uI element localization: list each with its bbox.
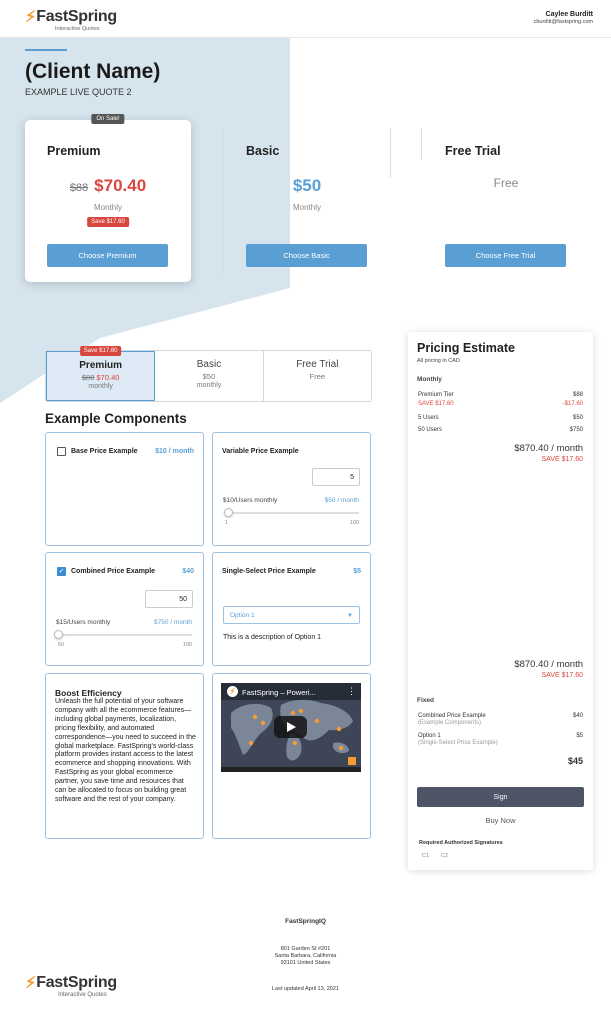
line-item-note: (Example Components) xyxy=(418,720,482,726)
monthly-total: $870.40 / month xyxy=(514,443,583,454)
plan-title: Free Trial xyxy=(445,144,501,158)
bolt-icon: ⚡︎ xyxy=(25,9,37,26)
plan-card-basic[interactable] xyxy=(224,120,390,282)
base-price-checkbox[interactable] xyxy=(57,447,66,456)
plan-tabs xyxy=(45,350,372,402)
tab-period: monthly xyxy=(88,383,113,390)
line-item-value: $50 xyxy=(572,415,583,421)
estimate-title: Pricing Estimate xyxy=(417,341,515,355)
signatures-label: Required Authorized Signatures xyxy=(419,840,503,846)
line-item-name: Option 1 xyxy=(418,733,441,739)
tab-price xyxy=(47,373,154,382)
line-item-discount: SAVE $17.60 xyxy=(418,401,454,407)
component-total: $50 / month xyxy=(324,497,359,504)
quantity-slider-handle[interactable] xyxy=(224,508,233,517)
component-price: $10 / month xyxy=(155,448,194,455)
video-title: FastSpring – Poweri... xyxy=(242,688,316,697)
caret-down-icon: ▼ xyxy=(347,613,353,619)
sign-button[interactable]: Sign xyxy=(417,787,584,807)
plan-card-premium[interactable] xyxy=(25,116,191,282)
line-item-note: (Single-Select Price Example) xyxy=(418,740,498,746)
component-title: Variable Price Example xyxy=(222,448,299,455)
bolt-icon: ⚡︎ xyxy=(25,975,37,992)
logo-tagline: Interactive Quotes xyxy=(58,992,107,998)
price-row xyxy=(25,176,191,196)
component-variable-price xyxy=(212,432,371,546)
combined-price-checkbox[interactable]: ✓ xyxy=(58,568,65,575)
signature-slot-1[interactable]: C1 xyxy=(422,853,430,859)
tab-free-trial[interactable] xyxy=(264,351,371,401)
quantity-slider-track[interactable] xyxy=(225,512,359,514)
select-value: Option 1 xyxy=(230,612,255,619)
choose-premium-button[interactable]: Choose Premium xyxy=(47,244,168,267)
slider-min: 1 xyxy=(225,520,229,526)
fixed-label: Fixed xyxy=(417,697,434,704)
line-item-name: 50 Users xyxy=(418,427,443,433)
tab-premium[interactable] xyxy=(46,348,155,401)
component-price: $5 xyxy=(353,568,361,575)
monthly-save-bottom: SAVE $17.60 xyxy=(541,672,583,679)
component-single-select xyxy=(212,552,371,666)
monthly-save: SAVE $17.60 xyxy=(541,456,583,463)
footer-logo[interactable] xyxy=(25,973,117,998)
footer-address-1: 801 Garden St #201 xyxy=(280,946,331,952)
plan-period: Monthly xyxy=(292,203,321,212)
buy-now-link[interactable]: Buy Now xyxy=(485,816,516,825)
user-info[interactable] xyxy=(534,11,593,25)
quantity-input[interactable]: 50 xyxy=(145,590,193,608)
component-price: $40 xyxy=(182,568,194,575)
component-total: $750 / month xyxy=(154,619,192,626)
line-item-value: $40 xyxy=(572,713,583,719)
quantity-input[interactable]: 5 xyxy=(312,468,360,486)
price-row xyxy=(224,176,390,196)
component-boost-text xyxy=(45,673,204,839)
tab-sale-price: $70.40 xyxy=(96,373,120,382)
plan-title: Premium xyxy=(47,144,101,158)
option-description: This is a description of Option 1 xyxy=(223,634,322,641)
on-sale-badge: On Sale! xyxy=(91,114,124,124)
component-combined-price xyxy=(45,552,204,666)
video-menu-icon[interactable]: ⋮ xyxy=(347,686,356,696)
user-name: Caylee Burditt xyxy=(545,11,593,18)
plan-period: Monthly xyxy=(93,203,122,212)
play-icon xyxy=(274,716,307,738)
plan-title: Basic xyxy=(246,144,280,158)
slider-max: 100 xyxy=(182,642,192,648)
card-divider xyxy=(421,128,422,160)
option-select[interactable] xyxy=(223,606,360,624)
play-button[interactable] xyxy=(274,716,307,738)
channel-avatar-icon: ⚡︎ xyxy=(227,686,238,697)
plan-card-free-trial[interactable] xyxy=(423,120,589,282)
quantity-slider-handle[interactable] xyxy=(54,630,63,639)
tab-name: Free Trial xyxy=(296,359,339,370)
choose-free-trial-button[interactable]: Choose Free Trial xyxy=(445,244,566,267)
line-item-name: Combined Price Example xyxy=(418,713,486,719)
component-base-price xyxy=(45,432,204,546)
pricing-estimate-panel xyxy=(408,332,593,870)
logo-text: FastSpring xyxy=(36,8,117,25)
tab-basic[interactable] xyxy=(155,351,263,401)
logo-tagline: Interactive Quotes xyxy=(55,26,100,32)
line-item-name: 5 Users xyxy=(418,415,439,421)
tab-price: $50 xyxy=(202,372,216,381)
plan-price: $50 xyxy=(292,176,322,195)
tab-period: monthly xyxy=(196,382,222,389)
quote-label: EXAMPLE LIVE QUOTE 2 xyxy=(25,87,132,97)
unit-price-label: $10/Users monthly xyxy=(223,497,278,504)
tab-price: Free xyxy=(309,372,326,381)
line-item-discount-value: -$17.60 xyxy=(562,401,583,407)
card-divider xyxy=(390,128,391,178)
footer-company: FastSpringIQ xyxy=(285,918,326,925)
components-title: Example Components xyxy=(45,411,187,426)
save-badge: Save $17.60 xyxy=(87,217,129,227)
footer-address-3: 93101 United States xyxy=(280,960,331,966)
monthly-total-bottom: $870.40 / month xyxy=(514,659,583,670)
sale-price: $70.40 xyxy=(94,176,147,195)
line-item-value: $750 xyxy=(569,427,583,433)
logo-text: FastSpring xyxy=(36,974,117,991)
line-item-name: Premium Tier xyxy=(418,392,454,398)
monthly-label: Monthly xyxy=(417,376,442,383)
tab-save-badge: Save $17.60 xyxy=(80,346,122,356)
component-video xyxy=(212,673,371,839)
accent-line xyxy=(25,49,67,51)
plan-price: Free xyxy=(493,176,519,190)
choose-basic-button[interactable]: Choose Basic xyxy=(246,244,367,267)
footer-address-2: Santa Barbara, California xyxy=(274,953,337,959)
slider-max: 100 xyxy=(349,520,359,526)
component-title: Single-Select Price Example xyxy=(222,568,316,575)
client-name: (Client Name) xyxy=(25,60,161,83)
top-header xyxy=(0,0,611,38)
boost-body: Unleash the full potential of your software company with all the ecommerce features—including global payments, localization, pricing flexibility, and automated correspondence—you need to succeed in the global marketplace. FastSpring's world-class platform provides instant access to the latest ecommerce and shopping innovations. With FastSpring as your global ecommerce partner, you save time and resources that can be allocated to focus on building great software and the rest of your company. xyxy=(55,698,196,803)
tab-name: Basic xyxy=(196,359,222,370)
signature-slot-2[interactable]: C2 xyxy=(441,853,449,859)
component-title: Base Price Example xyxy=(71,448,138,455)
user-email: cburditt@fastspring.com xyxy=(533,19,593,25)
video-player[interactable] xyxy=(221,683,361,772)
quantity-slider-track[interactable] xyxy=(58,634,192,636)
header-logo[interactable] xyxy=(25,7,117,32)
tab-old-price: $88 xyxy=(81,373,95,382)
line-item-value: $88 xyxy=(572,392,583,398)
old-price: $88 xyxy=(69,182,89,194)
tab-name: Premium xyxy=(79,360,123,371)
boost-title: Boost Efficiency xyxy=(55,688,122,698)
component-title: Combined Price Example xyxy=(71,568,156,575)
line-item-value: $5 xyxy=(576,733,583,739)
unit-price-label: $15/Users monthly xyxy=(56,619,111,626)
slider-min: 50 xyxy=(58,642,65,648)
footer-updated: Last updated April 13, 2021 xyxy=(272,986,339,992)
fixed-total: $45 xyxy=(567,756,583,766)
currency-note: All pricing in CAD xyxy=(417,358,460,364)
price-row xyxy=(423,176,589,190)
